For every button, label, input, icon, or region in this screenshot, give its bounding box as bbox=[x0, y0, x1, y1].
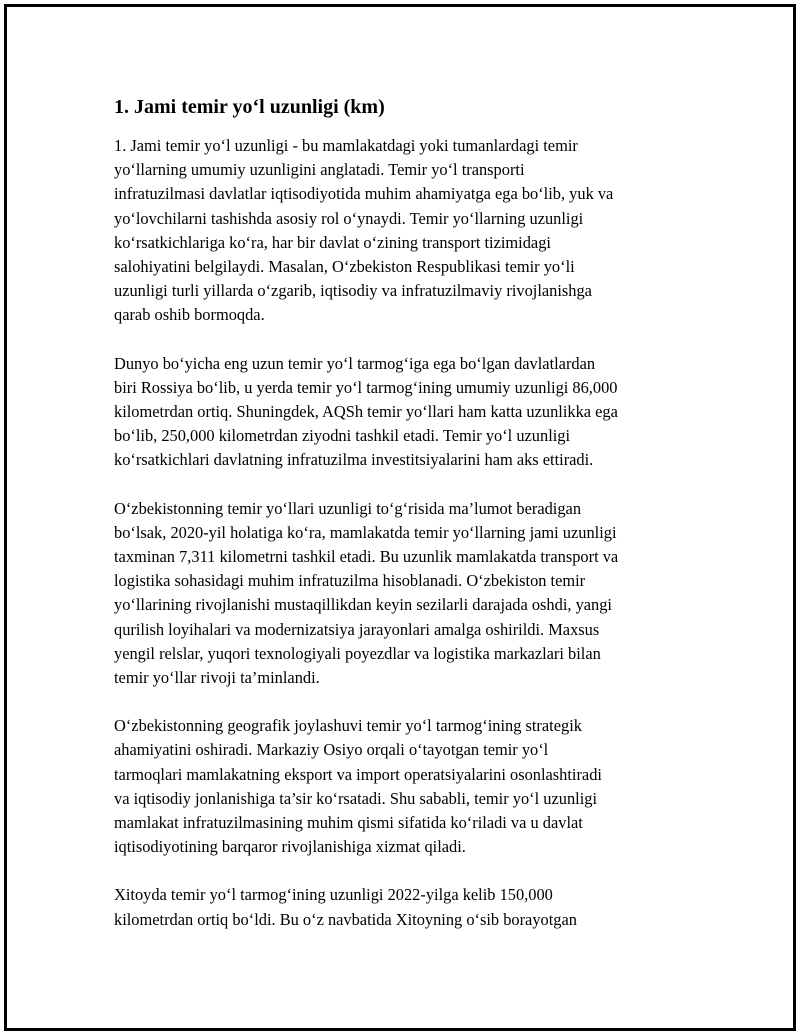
text-line: O‘zbekistonning temir yo‘llari uzunligi to‘g‘risida ma’lumot beradigan bbox=[114, 498, 582, 518]
text-line: logistika sohasidagi muhim infratuzilma hisoblanadi. O‘zbekiston temir bbox=[114, 571, 586, 591]
text-line: kilometrdan ortiq. Shuningdek, AQSh temir yo‘llari ham katta uzunlikka ega bbox=[114, 402, 618, 422]
paragraph-4 bbox=[114, 714, 694, 859]
text-line: salohiyatini belgilaydi. Masalan, O‘zbekiston Respublikasi temir yo‘li bbox=[114, 257, 575, 277]
text-line: biri Rossiya bo‘lib, u yerda temir yo‘l tarmog‘ining umumiy uzunligi 86,000 bbox=[114, 377, 618, 397]
section-heading: 1. Jami temir yo‘l uzunligi (km) bbox=[114, 96, 385, 118]
text-line: yo‘llarning umumiy uzunligini anglatadi. Temir yo‘l transporti bbox=[114, 160, 525, 180]
text-line: Xitoyda temir yo‘l tarmog‘ining uzunligi 2022-yilga kelib 150,000 bbox=[114, 885, 553, 905]
paragraph-2 bbox=[114, 352, 694, 473]
text-line: yo‘lovchilarni tashishda asosiy rol o‘ynaydi. Temir yo‘llarning uzunligi bbox=[114, 208, 584, 228]
text-line: taxminan 7,311 kilometrni tashkil etadi. Bu uzunlik mamlakatda transport va bbox=[114, 547, 619, 567]
text-line: yengil relslar, yuqori texnologiyali poyezdlar va logistika markazlari bilan bbox=[114, 643, 601, 663]
text-line: mamlakat infratuzilmasining muhim qismi sifatida ko‘riladi va u davlat bbox=[114, 813, 583, 833]
text-line: ko‘rsatkichlari davlatning infratuzilma investitsiyalarini ham aks ettiradi. bbox=[114, 450, 594, 470]
text-line: qurilish loyihalari va modernizatsiya jarayonlari amalga oshirildi. Maxsus bbox=[114, 619, 600, 639]
text-line: uzunligi turli yillarda o‘zgarib, iqtisodiy va infratuzilmaviy rivojlanishga bbox=[114, 281, 592, 301]
text-line: kilometrdan ortiq bo‘ldi. Bu o‘z navbatida Xitoyning o‘sib borayotgan bbox=[114, 909, 577, 929]
text-line: qarab oshib bormoqda. bbox=[114, 305, 265, 325]
text-line: ko‘rsatkichlariga ko‘ra, har bir davlat o‘zining transport tizimidagi bbox=[114, 232, 551, 252]
text-line: iqtisodiyotining barqaror rivojlanishiga xizmat qiladi. bbox=[114, 837, 466, 857]
text-line: 1. Jami temir yo‘l uzunligi - bu mamlakatdagi yoki tumanlardagi temir bbox=[114, 136, 578, 155]
text-line: tarmoqlari mamlakatning eksport va import operatsiyalarini osonlashtiradi bbox=[114, 764, 602, 784]
text-line: va iqtisodiy jonlanishiga ta’sir ko‘rsatadi. Shu sababli, temir yo‘l uzunligi bbox=[114, 788, 597, 808]
document-body bbox=[114, 94, 694, 956]
paragraph-5 bbox=[114, 883, 694, 931]
text-line: yo‘llarining rivojlanishi mustaqillikdan keyin sezilarli darajada oshdi, yangi bbox=[114, 595, 612, 615]
text-line: temir yo‘llar rivoji ta’minlandi. bbox=[114, 668, 320, 688]
text-line: O‘zbekistonning geografik joylashuvi temir yo‘l tarmog‘ining strategik bbox=[114, 716, 582, 736]
text-line: bo‘lib, 250,000 kilometrdan ziyodni tashkil etadi. Temir yo‘l uzunligi bbox=[114, 426, 571, 446]
text-line: bo‘lsak, 2020-yil holatiga ko‘ra, mamlakatda temir yo‘llarning jami uzunligi bbox=[114, 522, 617, 542]
text-line: ahamiyatini oshiradi. Markaziy Osiyo orqali o‘tayotgan temir yo‘l bbox=[114, 740, 549, 760]
paragraph-1 bbox=[114, 134, 694, 328]
text-line: infratuzilmasi davlatlar iqtisodiyotida muhim ahamiyatga ega bo‘lib, yuk va bbox=[114, 184, 614, 204]
paragraph-3 bbox=[114, 497, 694, 691]
text-line: Dunyo bo‘yicha eng uzun temir yo‘l tarmog‘iga ega bo‘lgan davlatlardan bbox=[114, 353, 596, 373]
